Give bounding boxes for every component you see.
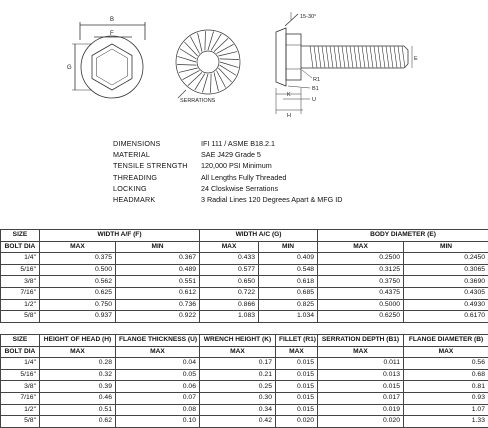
dim-e-label: E (414, 56, 418, 62)
min-header: MIN (116, 241, 200, 253)
value-cell: 0.015 (276, 404, 318, 416)
value-cell: 0.736 (116, 299, 200, 311)
table-row (1, 311, 488, 323)
max-header: MAX (318, 241, 404, 253)
dim-u-label: U (312, 97, 316, 103)
serration-line (220, 65, 236, 75)
spec-key: MATERIAL (113, 149, 201, 160)
size-cell: 7/16" (1, 392, 40, 404)
value-cell: 0.4305 (404, 287, 488, 299)
thread-line (334, 46, 337, 68)
table-row (1, 253, 488, 265)
thread-line (402, 46, 405, 68)
serrations-label: SERRATIONS (180, 98, 216, 104)
value-cell: 0.56 (404, 358, 488, 370)
size-cell: 7/16" (1, 287, 40, 299)
serration-line (179, 68, 198, 72)
wrench-height-header: WRENCH HEIGHT (K) (200, 335, 276, 347)
value-cell: 1.083 (200, 311, 259, 323)
thread-line (390, 46, 393, 68)
value-cell: 0.548 (259, 264, 318, 276)
min-header: MIN (404, 241, 488, 253)
thread-line (346, 46, 349, 68)
value-cell: 0.21 (200, 369, 276, 381)
spec-value: All Lengths Fully Threaded (201, 172, 286, 183)
serration-line (214, 72, 218, 91)
value-cell: 0.375 (40, 253, 116, 265)
serration-line (216, 44, 233, 53)
spec-row (113, 160, 342, 171)
value-cell: 0.07 (116, 392, 200, 404)
serration-line (211, 74, 212, 93)
thread-line (318, 46, 321, 68)
size-cell: 1/2" (1, 299, 40, 311)
size-cell: 5/8" (1, 416, 40, 428)
value-cell: 0.015 (276, 392, 318, 404)
dim-b1-label: B1 (312, 86, 319, 92)
table-row (1, 392, 488, 404)
thread-line (370, 46, 373, 68)
serration-line (198, 33, 202, 52)
table-row (1, 404, 488, 416)
serration-line (190, 37, 199, 54)
spec-key: THREADING (113, 172, 201, 183)
value-cell: 0.409 (259, 253, 318, 265)
value-cell: 0.551 (116, 276, 200, 288)
serration-line (177, 65, 196, 66)
value-cell: 0.93 (404, 392, 488, 404)
value-cell: 0.562 (40, 276, 116, 288)
value-cell: 0.05 (116, 369, 200, 381)
dimensions-table-2 (0, 334, 488, 428)
thread-line (338, 46, 341, 68)
technical-drawings (0, 0, 488, 128)
value-cell: 0.015 (276, 358, 318, 370)
spec-value: IFI 111 / ASME B18.2.1 (201, 138, 275, 149)
value-cell: 0.019 (318, 404, 404, 416)
value-cell: 0.433 (200, 253, 259, 265)
value-cell: 0.015 (276, 381, 318, 393)
thread-line (362, 46, 365, 68)
value-cell: 0.4375 (318, 287, 404, 299)
dim-r1-label: R1 (313, 77, 320, 83)
spec-key: LOCKING (113, 183, 201, 194)
max-header: MAX (40, 241, 116, 253)
spec-value: 24 Closkwise Serrations (201, 183, 278, 194)
value-cell: 0.685 (259, 287, 318, 299)
value-cell: 0.39 (40, 381, 116, 393)
serration-line (184, 42, 197, 56)
value-cell: 0.618 (259, 276, 318, 288)
specifications-list (113, 138, 342, 205)
spec-row (113, 183, 342, 194)
value-cell: 0.42 (200, 416, 276, 428)
max-header: MAX (200, 346, 276, 358)
serration-depth-header: SERRATION DEPTH (B1) (318, 335, 404, 347)
size-cell: 5/16" (1, 264, 40, 276)
max-header: MAX (200, 241, 259, 253)
value-cell: 0.015 (276, 369, 318, 381)
value-cell: 0.4930 (404, 299, 488, 311)
spec-row (113, 172, 342, 183)
size-cell: 3/8" (1, 381, 40, 393)
value-cell: 0.020 (276, 416, 318, 428)
dimensions-table-1 (0, 229, 488, 323)
thread-line (358, 46, 361, 68)
table-row (1, 381, 488, 393)
side-view-drawing (276, 12, 412, 114)
max-header: MAX (318, 346, 404, 358)
thread-line (330, 46, 333, 68)
value-cell: 0.625 (40, 287, 116, 299)
value-cell: 0.866 (200, 299, 259, 311)
value-cell: 0.500 (40, 264, 116, 276)
bolt-dia-header: BOLT DIA (1, 241, 40, 253)
thread-line (398, 46, 401, 68)
spec-row (113, 194, 342, 205)
max-header: MAX (404, 346, 488, 358)
dim-g-label: G (67, 65, 72, 71)
value-cell: 1.034 (259, 311, 318, 323)
value-cell: 0.3750 (318, 276, 404, 288)
value-cell: 0.51 (40, 404, 116, 416)
value-cell: 0.3690 (404, 276, 488, 288)
value-cell: 0.2500 (318, 253, 404, 265)
thread-line (354, 46, 357, 68)
dim-f-label: F (110, 31, 114, 37)
size-cell: 5/16" (1, 369, 40, 381)
spec-key: TENSILE STRENGTH (113, 160, 201, 171)
serrations-drawing (176, 30, 240, 98)
size-cell: 3/8" (1, 276, 40, 288)
value-cell: 0.750 (40, 299, 116, 311)
value-cell: 0.62 (40, 416, 116, 428)
spec-value: 3 Radial Lines 120 Degrees Apart & MFG ID (201, 194, 342, 205)
value-cell: 0.6250 (318, 311, 404, 323)
value-cell: 0.5000 (318, 299, 404, 311)
serration-line (205, 31, 206, 50)
size-header: SIZE (1, 335, 40, 347)
table-subheader-row (1, 241, 488, 253)
serration-line (211, 34, 221, 50)
value-cell: 1.33 (404, 416, 488, 428)
dim-k-label: K (287, 92, 291, 98)
width-ac-header: WIDTH A/C (G) (200, 230, 318, 242)
thread-line (374, 46, 377, 68)
value-cell: 0.612 (116, 287, 200, 299)
value-cell: 0.32 (40, 369, 116, 381)
table-row (1, 369, 488, 381)
value-cell: 0.489 (116, 264, 200, 276)
head-height-header: HEIGHT OF HEAD (H) (40, 335, 116, 347)
value-cell: 0.06 (116, 381, 200, 393)
dim-b-label: B (110, 17, 114, 23)
value-cell: 0.020 (318, 416, 404, 428)
value-cell: 0.2450 (404, 253, 488, 265)
thread-line (322, 46, 325, 68)
table-subheader-row (1, 346, 488, 358)
serration-line (218, 68, 231, 82)
thread-line (326, 46, 329, 68)
size-cell: 5/8" (1, 311, 40, 323)
max-header: MAX (116, 346, 200, 358)
fillet-header: FILLET (R1) (276, 335, 318, 347)
thread-line (314, 46, 317, 68)
max-header: MAX (40, 346, 116, 358)
bolt-dia-header: BOLT DIA (1, 346, 40, 358)
table-header-row (1, 230, 488, 242)
serration-line (188, 72, 202, 85)
value-cell: 0.017 (318, 392, 404, 404)
value-cell: 0.04 (116, 358, 200, 370)
flange-thickness-header: FLANGE THICKNESS (U) (116, 335, 200, 347)
value-cell: 0.34 (200, 404, 276, 416)
size-cell: 1/2" (1, 404, 40, 416)
value-cell: 0.08 (116, 404, 200, 416)
thread-line (378, 46, 381, 68)
serration-line (195, 74, 205, 90)
thread-line (382, 46, 385, 68)
value-cell: 0.6170 (404, 311, 488, 323)
top-view-drawing (72, 22, 145, 98)
flange-diameter-header: FLANGE DIAMETER (B) (404, 335, 488, 347)
width-af-header: WIDTH A/F (F) (40, 230, 200, 242)
value-cell: 0.011 (318, 358, 404, 370)
serration-line (218, 52, 237, 56)
spec-key: HEADMARK (113, 194, 201, 205)
thread-line (386, 46, 389, 68)
angle-label: 15-30° (300, 14, 316, 20)
table-header-row (1, 335, 488, 347)
table-row (1, 299, 488, 311)
value-cell: 0.015 (318, 381, 404, 393)
serration-line (183, 70, 200, 79)
value-cell: 0.937 (40, 311, 116, 323)
value-cell: 0.68 (404, 369, 488, 381)
dim-h-label: H (287, 113, 291, 119)
value-cell: 0.650 (200, 276, 259, 288)
value-cell: 1.07 (404, 404, 488, 416)
value-cell: 0.3065 (404, 264, 488, 276)
thread-line (350, 46, 353, 68)
value-cell: 0.825 (259, 299, 318, 311)
table-row (1, 358, 488, 370)
value-cell: 0.10 (116, 416, 200, 428)
table-row (1, 276, 488, 288)
value-cell: 0.922 (116, 311, 200, 323)
table-row (1, 287, 488, 299)
spec-key: DIMENSIONS (113, 138, 201, 149)
serration-line (216, 70, 225, 87)
size-cell: 1/4" (1, 358, 40, 370)
serration-line (214, 38, 228, 51)
body-diameter-header: BODY DIAMETER (E) (318, 230, 488, 242)
thread-line (394, 46, 397, 68)
thread-line (310, 46, 313, 68)
value-cell: 0.30 (200, 392, 276, 404)
serration-line (220, 59, 239, 60)
max-header: MAX (276, 346, 318, 358)
value-cell: 0.81 (404, 381, 488, 393)
spec-row (113, 138, 342, 149)
value-cell: 0.577 (200, 264, 259, 276)
value-cell: 0.46 (40, 392, 116, 404)
size-cell: 1/4" (1, 253, 40, 265)
value-cell: 0.28 (40, 358, 116, 370)
table-row (1, 416, 488, 428)
thread-line (342, 46, 345, 68)
value-cell: 0.25 (200, 381, 276, 393)
spec-value: 120,000 PSI Minimum (201, 160, 272, 171)
value-cell: 0.722 (200, 287, 259, 299)
size-header: SIZE (1, 230, 40, 242)
thread-line (366, 46, 369, 68)
value-cell: 0.013 (318, 369, 404, 381)
value-cell: 0.3125 (318, 264, 404, 276)
serration-line (180, 49, 196, 59)
spec-value: SAE J429 Grade 5 (201, 149, 261, 160)
min-header: MIN (259, 241, 318, 253)
value-cell: 0.17 (200, 358, 276, 370)
value-cell: 0.367 (116, 253, 200, 265)
spec-row (113, 149, 342, 160)
table-row (1, 264, 488, 276)
